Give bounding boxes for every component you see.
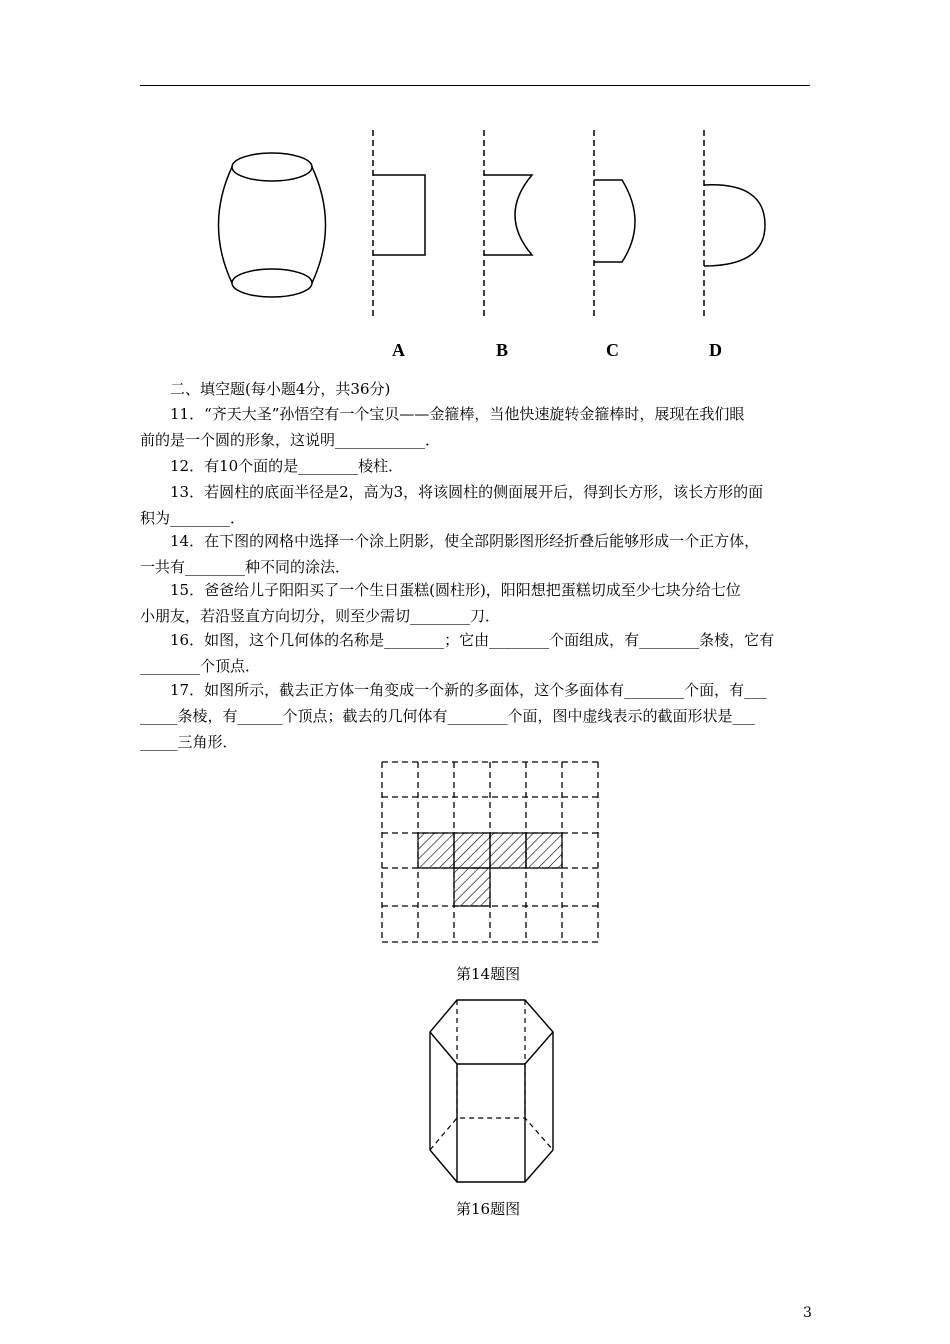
option-label-d: D bbox=[709, 340, 722, 360]
option-a-shape bbox=[373, 130, 425, 320]
question-17: 17．如图所示，截去正方体一角变成一个新的多面体，这个多面体有________个面，有___ _____条棱，有______个顶点；截去的几何体有________个面，图中虚线表示的截面形状是___ _____三角形． bbox=[140, 681, 767, 751]
fig14-caption: 第14题图 bbox=[456, 965, 521, 983]
page-number: 3 bbox=[803, 1305, 812, 1321]
rotation-figure bbox=[0, 0, 950, 330]
fig16-caption: 第16题图 bbox=[456, 1200, 521, 1218]
question-13: 13．若圆柱的底面半径是2，高为3，将该圆柱的侧面展开后，得到长方形，该长方形的面 积为________． bbox=[140, 483, 764, 527]
option-label-a: A bbox=[392, 340, 405, 360]
option-b-shape bbox=[484, 130, 532, 320]
barrel-solid bbox=[219, 153, 326, 297]
option-d-shape bbox=[704, 130, 765, 320]
question-12: 12．有10个面的是________棱柱． bbox=[170, 457, 404, 475]
option-label-c: C bbox=[606, 340, 619, 360]
question-15: 15．爸爸给儿子阳阳买了一个生日蛋糕(圆柱形)，阳阳想把蛋糕切成至少七块分给七位 小朋友，若沿竖直方向切分，则至少需切________刀． bbox=[140, 581, 741, 625]
section-title: 二、填空题(每小题4分，共36分) bbox=[170, 380, 391, 398]
question-14: 14．在下图的网格中选择一个涂上阴影，使全部阴影图形经折叠后能够形成一个正方体， 一共有________种不同的涂法． bbox=[140, 532, 760, 576]
fig16-hexagonal-prism bbox=[430, 1000, 553, 1182]
shaded-cells bbox=[418, 833, 562, 906]
option-c-shape bbox=[594, 130, 635, 320]
option-label-b: B bbox=[496, 340, 509, 360]
question-11: 11．“齐天大圣”孙悟空有一个宝贝——金箍棒，当他快速旋转金箍棒时，展现在我们眼 前的是一个圆的形象，这说明____________． bbox=[140, 405, 745, 449]
question-16: 16．如图，这个几何体的名称是________；它由________个面组成，有________条棱，它有 ________个顶点． bbox=[140, 631, 775, 675]
